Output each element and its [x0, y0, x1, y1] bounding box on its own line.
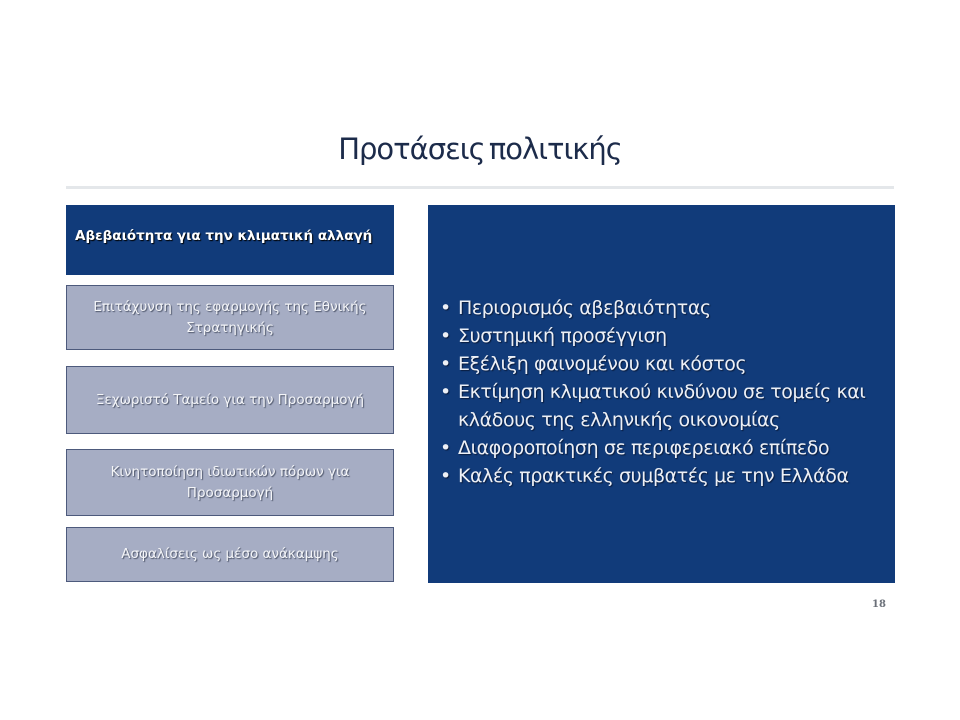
topic-box-label: Κινητοποίηση ιδιωτικών πόρων για Προσαρμογή: [110, 463, 350, 501]
list-item: [440, 294, 879, 322]
topic-box-label: Ξεχωριστό Ταμείο για την Προσαρμογή: [95, 391, 365, 408]
list-item: [440, 322, 879, 350]
list-item: [440, 350, 879, 378]
topic-box-label: Επιτάχυνση της εφαρμογής της Εθνικής Στρατηγικής: [93, 298, 367, 336]
topic-box-private-resources[interactable]: [66, 449, 394, 516]
slide-title: Προτάσεις πολιτικής: [338, 132, 622, 166]
bullet-icon: •: [440, 353, 451, 375]
topic-box-adaptation-fund[interactable]: [66, 366, 394, 434]
bullet-icon: •: [440, 297, 451, 319]
list-item: [440, 378, 879, 434]
bullet-icon: •: [440, 381, 451, 403]
list-item: [440, 462, 879, 490]
list-item-text: Συστημική προσέγγιση: [458, 325, 667, 347]
bullet-icon: •: [440, 325, 451, 347]
list-item: [440, 434, 879, 462]
topic-box-label: Ασφαλίσεις ως μέσο ανάκαμψης: [121, 546, 339, 562]
list-item-text: Εξέλιξη φαινομένου και κόστος: [458, 353, 747, 375]
list-item-text: Περιορισμός αβεβαιότητας: [458, 297, 711, 319]
topic-box-national-strategy[interactable]: [66, 285, 394, 350]
topic-box-label: Αβεβαιότητα για την κλιματική αλλαγή: [75, 227, 373, 244]
details-panel: [428, 205, 895, 583]
topic-box-climate-uncertainty[interactable]: [66, 205, 394, 275]
topic-box-insurance[interactable]: [66, 527, 394, 582]
bullet-icon: •: [440, 437, 451, 459]
list-item-text: Εκτίμηση κλιματικού κινδύνου σε τομείς και κλάδους της ελληνικής οικονομίας: [458, 381, 866, 431]
details-list: [440, 294, 879, 490]
list-item-text: Διαφοροποίηση σε περιφερειακό επίπεδο: [458, 437, 830, 459]
list-item-text: Καλές πρακτικές συμβατές με την Ελλάδα: [458, 465, 849, 487]
title-divider: [66, 186, 894, 189]
page-number: 18: [872, 599, 886, 610]
bullet-icon: •: [440, 465, 451, 487]
